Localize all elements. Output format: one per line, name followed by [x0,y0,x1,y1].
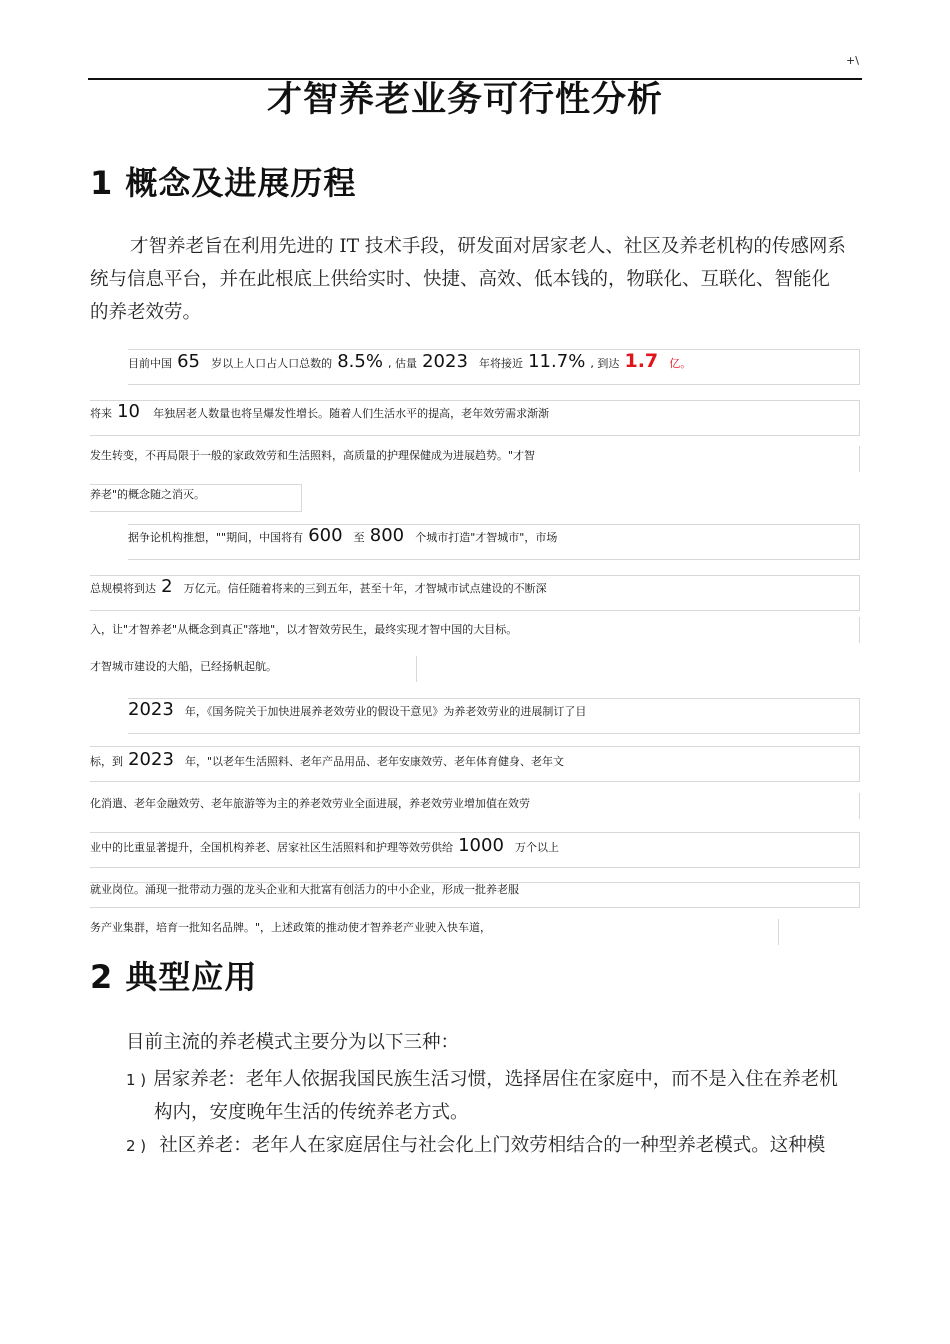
section-2-heading: 2 典型应用 [90,958,258,996]
frame-edge [416,656,417,682]
list-number: 2 ) [126,1137,147,1155]
para1-line-2: 将来 10 年独居老人数量也将呈爆发性增长。随着人们生活水平的提高，老年效劳需求渐渐 [90,401,550,422]
list-number: 1 ) [126,1071,147,1089]
frame-edge [859,793,860,819]
list-item-text: 居家养老：老年人依据我国民族生活习惯，选择居住在家庭中，而不是入住在养老机 [153,1069,838,1090]
intro-line-1: 才智养老旨在利用先进的 IT 技术手段，研发面对居家老人、社区及养老机构的传感网系 [130,236,846,257]
para3-line-2: 标，到 2023 年，"以老年生活照料、老年产品用品、老年安康效劳、老年体育健身、老年文 [90,749,565,770]
list-item-continuation: 构内，安度晚年生活的传统养老方式。 [154,1102,469,1123]
para2-line-1: 据争论机构推想，""期间，中国将有 600 至 800 个城市打造"才智城市"，市场 [128,525,558,546]
para2-line-3: 入，让"才智养老"从概念到真正"落地"，以才智效劳民生，最终实现才智中国的大目标。 [90,623,518,636]
para3-line-1: 2023 年，《国务院关于加快进展养老效劳业的假设干意见》为养老效劳业的进展制订了目 [128,699,587,720]
para1-line-4: 养老"的概念随之消灭。 [90,488,206,501]
frame-edge [778,919,779,945]
intro-line-3: 的养老效劳。 [90,302,202,323]
para1-line-1: 目前中国 65 岁以上人口占人口总数的 8.5% , 估量 2023 年将接近 11.7% , 到达 1.7 亿。 [128,350,692,372]
list-item-text: 社区养老：老年人在家庭居住与社会化上门效劳相结合的一种型养老模式。这种模 [159,1135,826,1156]
para2-line-4: 才智城市建设的大船，已经扬帆起航。 [90,660,277,673]
para3-line-6: 务产业集群，培育一批知名品牌。"，上述政策的推动使才智养老产业驶入快车道， [90,921,492,934]
section-2-intro: 目前主流的养老模式主要分为以下三种： [126,1032,460,1053]
intro-line-2: 统与信息平台，并在此根底上供给实时、快捷、高效、低本钱的，物联化、互联化、智能化 [90,269,831,290]
para1-line-3: 发生转变，不再局限于一般的家政效劳和生活照料，高质量的护理保健成为进展趋势。"才智 [90,449,536,462]
document-title: 才智养老业务可行性分析 [266,80,663,120]
para3-line-5: 就业岗位。涌现一批带动力强的龙头企业和大批富有创活力的中小企业，形成一批养老服 [90,883,519,896]
frame-edge [859,617,860,643]
para2-line-2: 总规模将到达 2 万亿元。信任随着将来的三到五年，甚至十年，才智城市试点建设的不断深 [90,576,547,597]
section-1-heading: 1 概念及进展历程 [90,164,357,202]
para3-line-4: 业中的比重显著提升，全国机构养老、居家社区生活照料和护理等效劳供给 1000 万个以上 [90,835,559,856]
header-mark: +\ [846,54,859,67]
frame-edge [859,446,860,472]
para3-line-3: 化消遣、老年金融效劳、老年旅游等为主的养老效劳业全面进展，养老效劳业增加值在效劳 [90,797,530,810]
list-item [126,1069,838,1091]
list-item [126,1135,825,1157]
